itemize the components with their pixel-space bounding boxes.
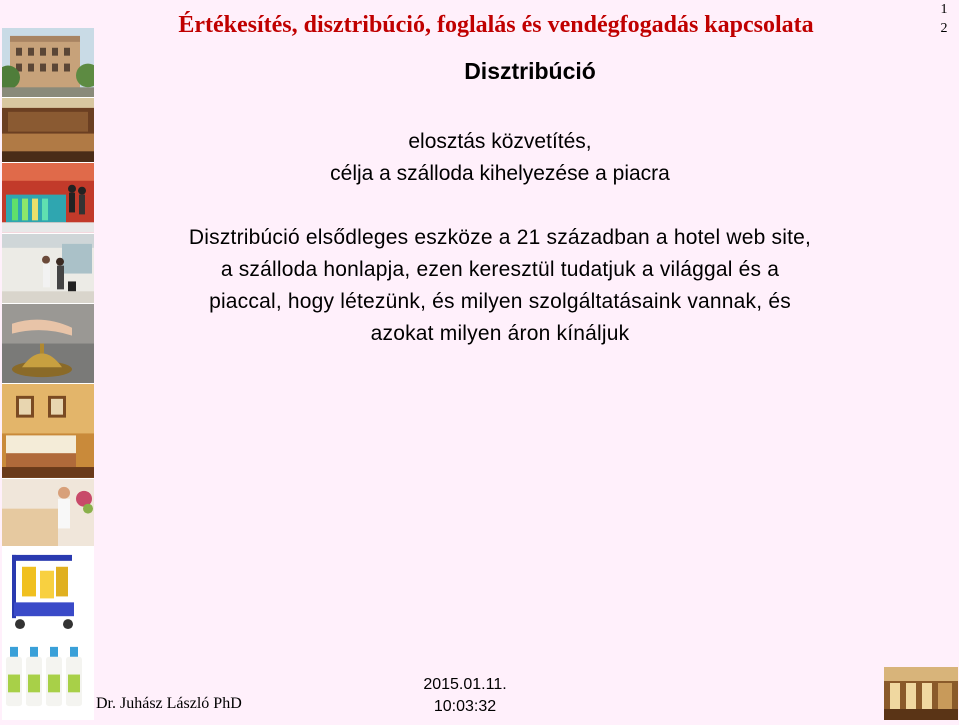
arrivals-hall-image [2, 234, 94, 304]
slide-title: Értékesítés, disztribúció, foglalás és vendégfogadás kapcsolata [178, 12, 814, 38]
reception-desk-image [2, 98, 94, 163]
footer-timestamp [410, 674, 520, 718]
cleaning-trolley-image [2, 547, 94, 635]
definition-line: elosztás közvetítés, [408, 130, 592, 153]
definition-line: célja a szálloda kihelyezése a piacra [330, 162, 670, 185]
body-paragraph [100, 222, 900, 350]
body-line: piaccal, hogy létezünk, és milyen szolgáltatásaink vannak, és [209, 290, 791, 313]
section-heading: Disztribúció [464, 58, 596, 84]
service-bell-image [2, 304, 94, 384]
page-number-bottom: 2 [940, 21, 948, 36]
definition-block [200, 126, 800, 190]
body-line: a szálloda honlapja, ezen keresztül tudatjuk a világgal és a [220, 258, 780, 281]
reception-staff-image [2, 479, 94, 547]
hotel-building-image [2, 28, 94, 98]
lobby-counter-image [2, 163, 94, 233]
page-number-top: 1 [940, 2, 948, 17]
footer-time: 10:03:32 [433, 698, 497, 715]
cleaning-products-image [2, 635, 94, 720]
body-line: Disztribúció elsődleges eszköze a 21 században a hotel web site, [188, 226, 812, 249]
page-number [937, 0, 951, 38]
body-line: azokat milyen áron kínáljuk [370, 322, 630, 345]
footer-date: 2015.01.11. [423, 676, 507, 693]
hotel-lobby-corner-image [884, 667, 958, 720]
hotel-room-image [2, 384, 94, 479]
sidebar-photo-strip [2, 28, 94, 720]
footer-author: Dr. Juhász László PhD [96, 695, 242, 712]
